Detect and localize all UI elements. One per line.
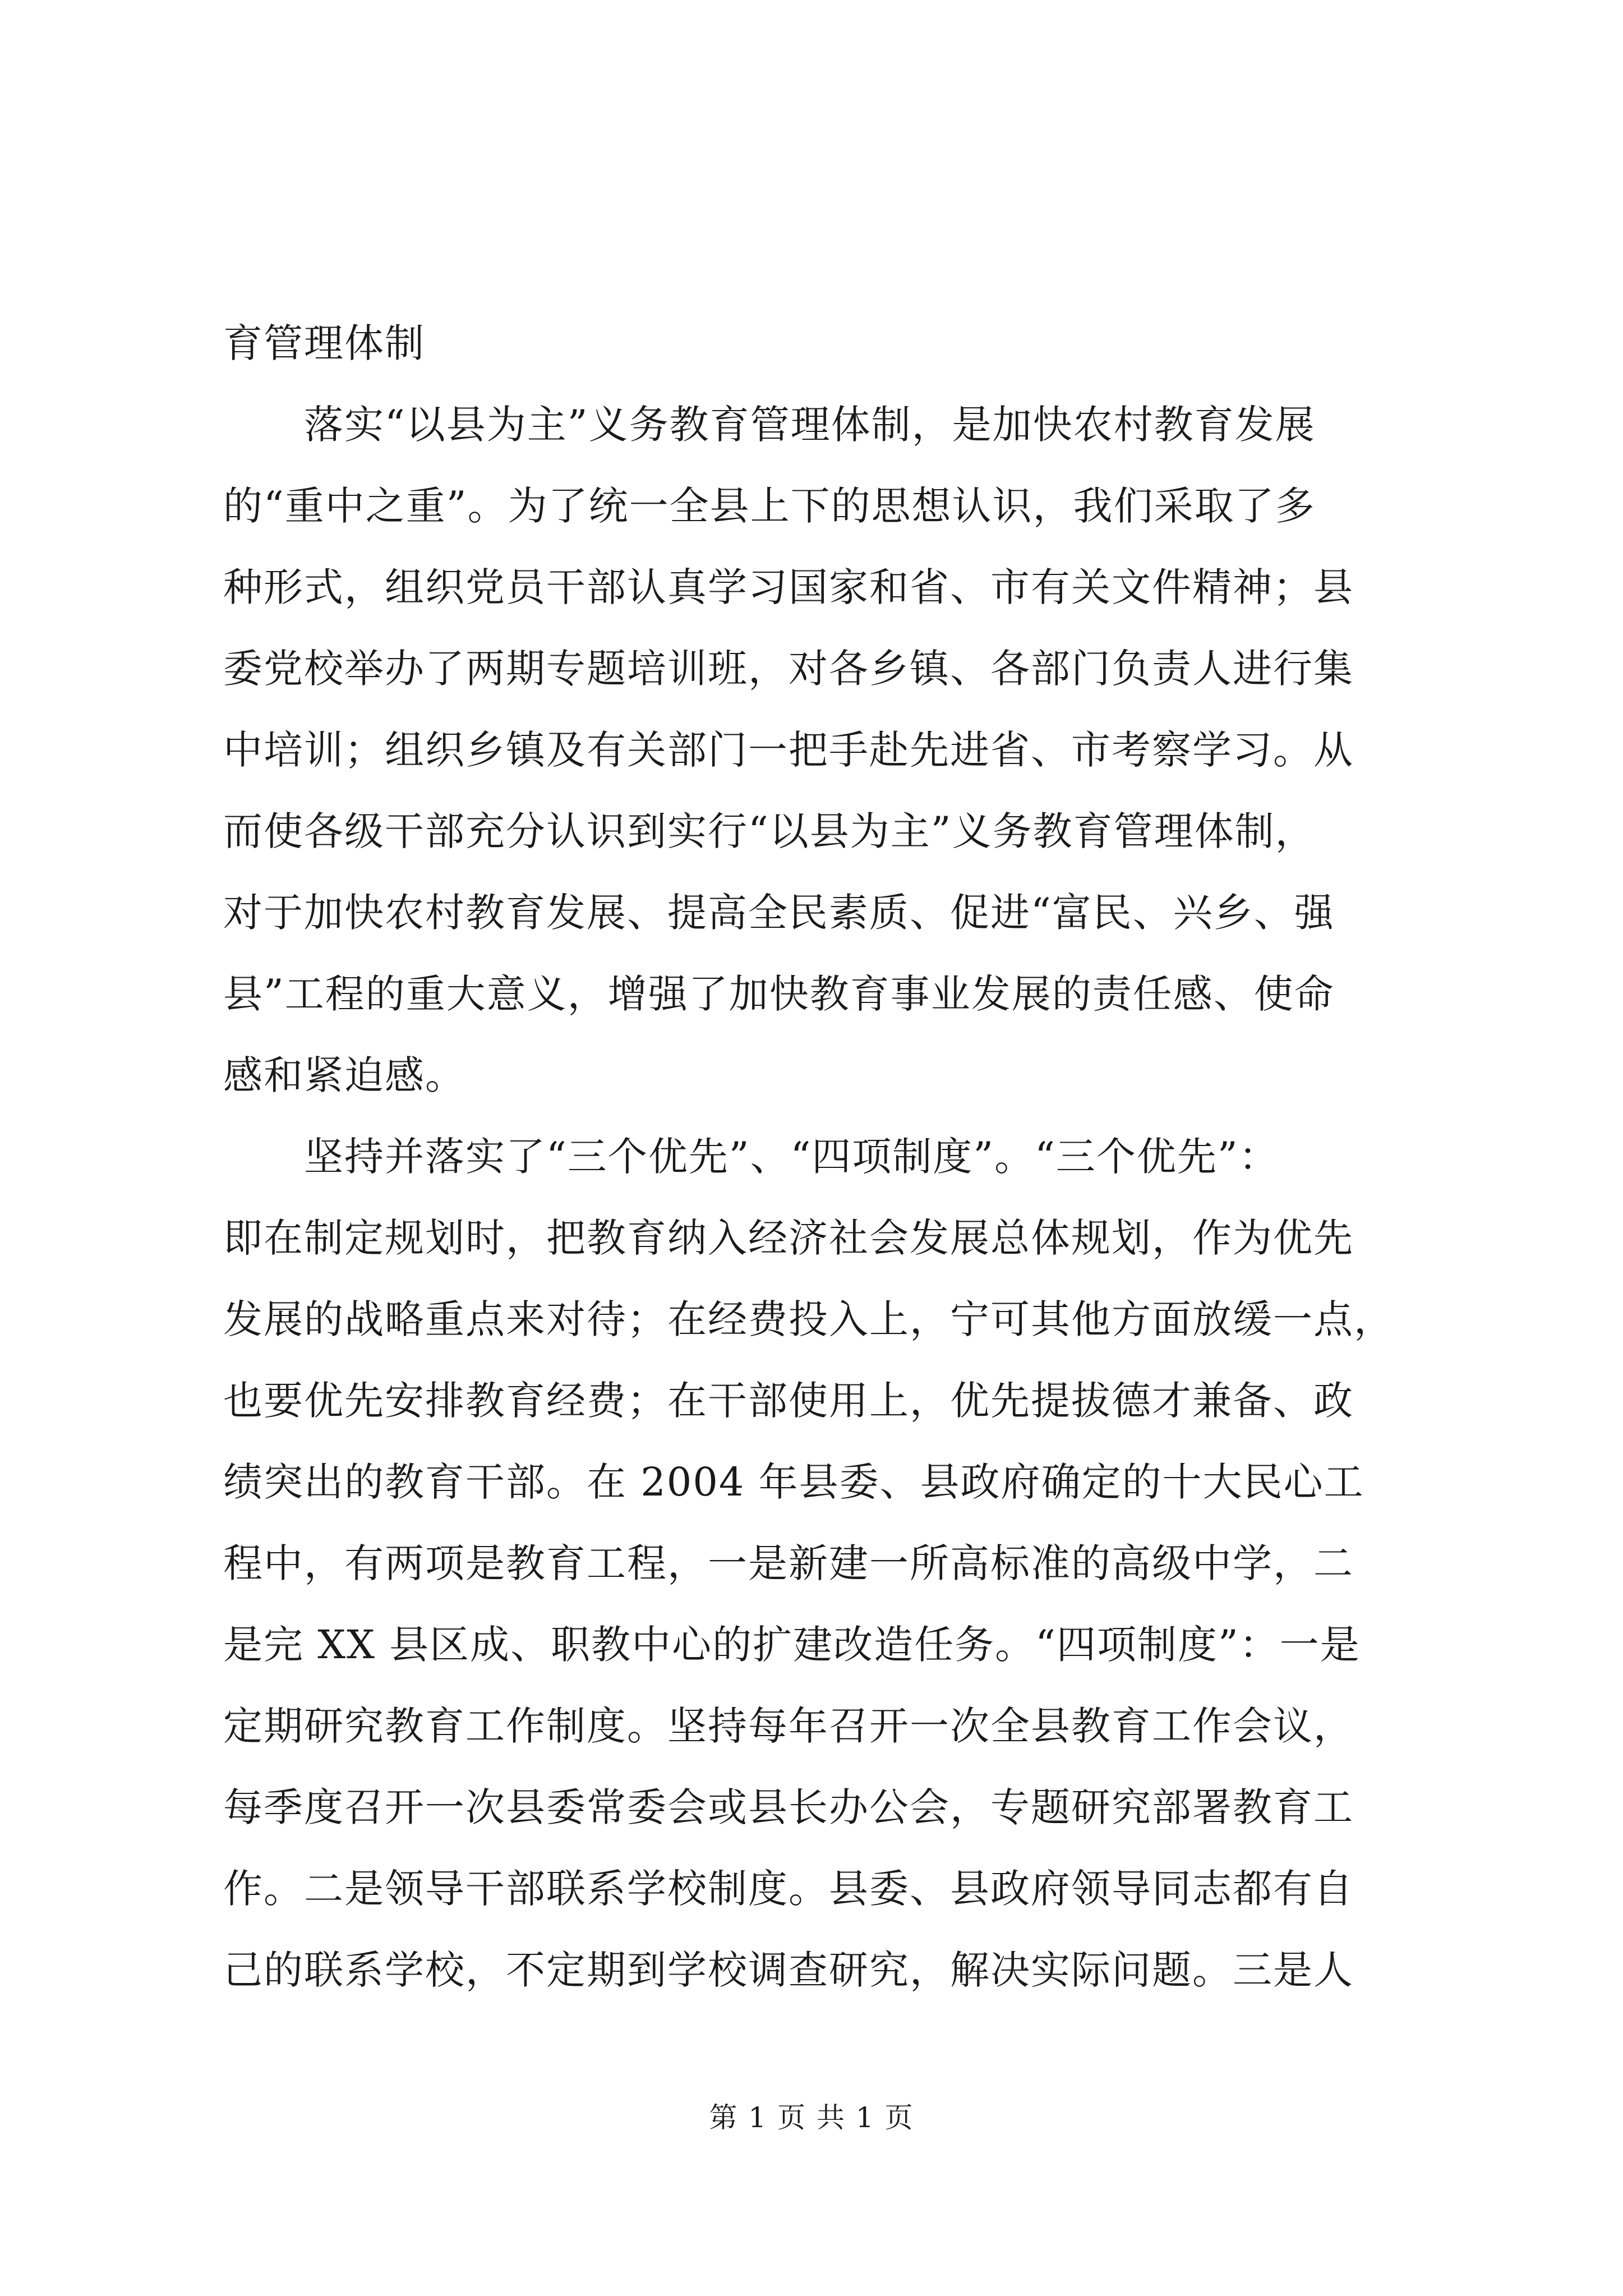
text-line: 是完 XX 县区成、职教中心的扩建改造任务。“四项制度”：一是 (223, 1622, 1361, 1668)
text-line: 程中，有两项是教育工程，一是新建一所高标准的高级中学，二 (223, 1540, 1354, 1586)
text-line: 中培训；组织乡镇及有关部门一把手赴先进省、市考察学习。从 (223, 727, 1354, 773)
text-line: 种形式，组织党员干部认真学习国家和省、市有关文件精神；县 (223, 564, 1354, 610)
text-line: 作。二是领导干部联系学校制度。县委、县政府领导同志都有自 (223, 1866, 1354, 1912)
text-line: 己的联系学校，不定期到学校调查研究，解决实际问题。三是人 (223, 1947, 1354, 1993)
text-line: 而使各级干部充分认识到实行“以县为主”义务教育管理体制， (223, 808, 1316, 854)
text-line: 坚持并落实了“三个优先”、“四项制度”。“三个优先”： (223, 1134, 1279, 1180)
text-line: 也要优先安排教育经费；在干部使用上，优先提拔德才兼备、政 (223, 1378, 1354, 1424)
text-line: 定期研究教育工作制度。坚持每年召开一次全县教育工作会议， (223, 1703, 1354, 1749)
text-line: 育管理体制 (223, 320, 425, 366)
page-number: 第 1 页 共 1 页 (709, 2101, 914, 2134)
text-line: 县”工程的重大意义，增强了加快教育事业发展的责任感、使命 (223, 971, 1335, 1017)
text-line: 绩突出的教育干部。在 2004 年县委、县政府确定的十大民心工 (223, 1459, 1364, 1505)
text-line: 委党校举办了两期专题培训班，对各乡镇、各部门负责人进行集 (223, 646, 1354, 692)
text-line: 发展的战略重点来对待；在经费投入上，宁可其他方面放缓一点， (223, 1296, 1394, 1342)
text-line: 每季度召开一次县委常委会或县长办公会，专题研究部署教育工 (223, 1784, 1354, 1830)
text-line: 对于加快农村教育发展、提高全民素质、促进“富民、兴乡、强 (223, 890, 1335, 936)
page-footer (0, 2101, 1623, 2134)
text-line: 即在制定规划时，把教育纳入经济社会发展总体规划，作为优先 (223, 1215, 1354, 1261)
document-body (223, 303, 1429, 2011)
text-line: 感和紧迫感。 (223, 1052, 465, 1098)
text-line: 落实“以县为主”义务教育管理体制，是加快农村教育发展 (223, 402, 1316, 448)
text-line: 的“重中之重”。为了统一全县上下的思想认识，我们采取了多 (223, 483, 1316, 529)
